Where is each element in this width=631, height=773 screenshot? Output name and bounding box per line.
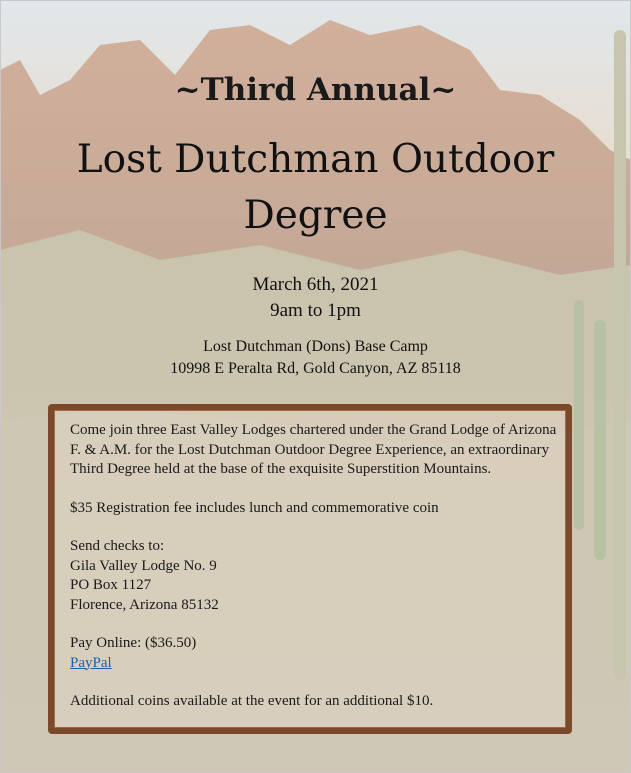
registration-fee: $35 Registration fee includes lunch and commemorative coin <box>70 499 439 516</box>
subtitle: ~Third Annual~ <box>174 72 457 108</box>
city-state-zip: Florence, Arizona 85132 <box>70 596 219 613</box>
send-checks-label: Send checks to: <box>70 538 165 554</box>
lodge-name: Gila Valley Lodge No. 9 <box>70 557 217 574</box>
venue-address: 10998 E Peralta Rd, Gold Canyon, AZ 85118 <box>170 360 461 377</box>
title-line-2: Degree <box>243 193 388 238</box>
event-time: 9am to 1pm <box>270 300 361 321</box>
title-line-1: Lost Dutchman Outdoor <box>76 137 555 182</box>
additional-coins: Additional coins available at the event for an additional $10. <box>70 693 434 709</box>
paypal-link[interactable]: PayPal <box>70 654 112 671</box>
page-title <box>0 132 631 244</box>
intro-paragraph: Come join three East Valley Lodges chartered under the Grand Lodge of Arizona F. & A.M. for the Lost Dutchman Outdoor Degree Experience, an extraordinary Third Degree held at the base of the exquisite Superstition Mountains. <box>70 422 557 477</box>
event-date: March 6th, 2021 <box>252 274 379 295</box>
pay-online: Pay Online: ($36.50) <box>70 635 197 651</box>
event-location <box>0 336 631 380</box>
venue-name: Lost Dutchman (Dons) Base Camp <box>203 338 428 355</box>
event-datetime <box>0 272 631 324</box>
details-text <box>70 421 566 712</box>
po-box: PO Box 1127 <box>70 577 152 593</box>
